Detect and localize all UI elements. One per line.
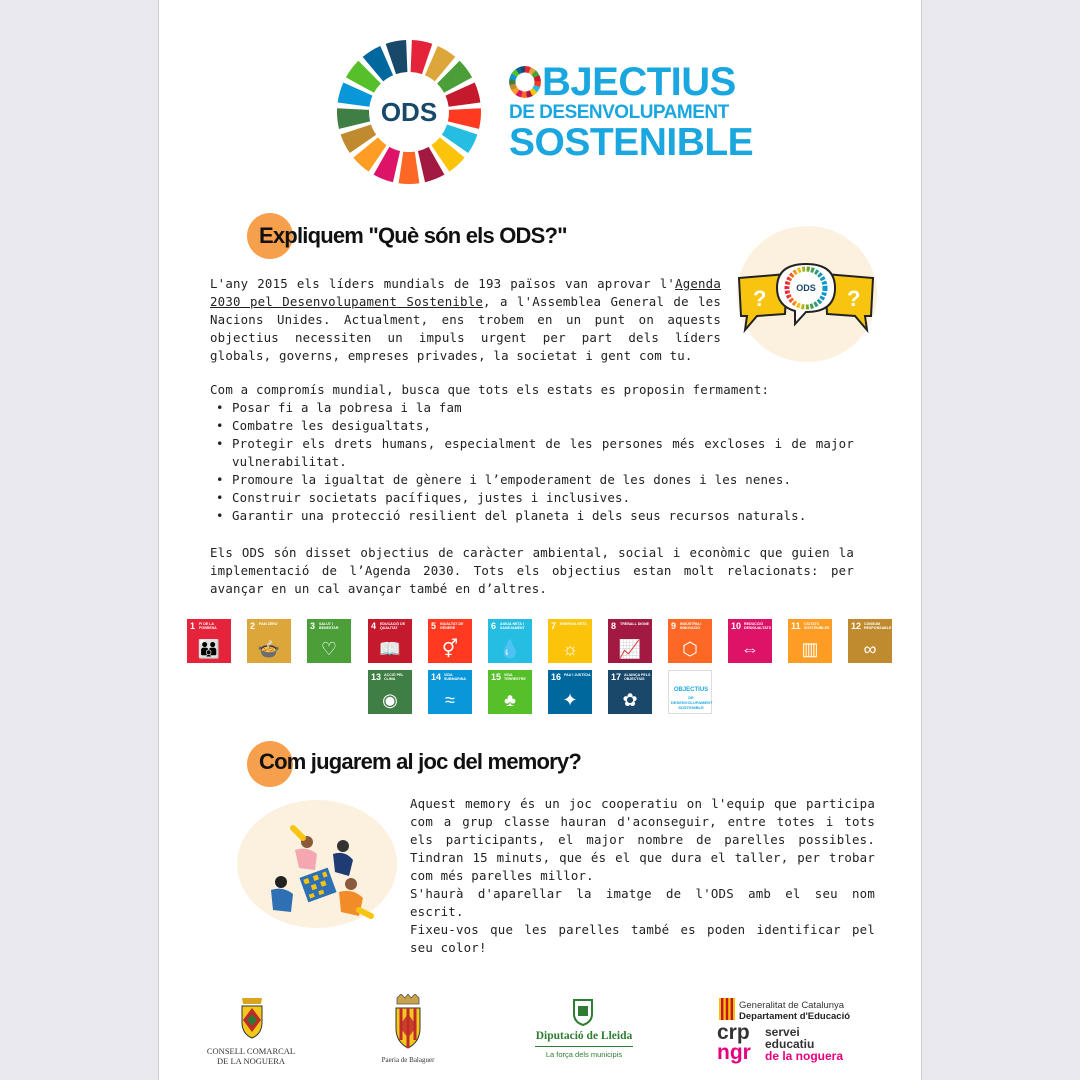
ods-ring-icon <box>509 66 541 98</box>
sdg-tile-icon: ∞ <box>863 639 877 659</box>
servei-line-2: educatiu <box>765 1037 815 1051</box>
paeria-balaguer-logo <box>373 994 443 1070</box>
sdg-tile-icon: ⚥ <box>441 639 459 659</box>
generalitat-crp-logo <box>715 998 885 1068</box>
sdg-tile-1: 1 FI DE LA POBRESA 👪 <box>187 619 231 663</box>
sdg-tile-14: 14 VIDA SUBMARINA ≈ <box>428 670 472 714</box>
section2-heading: Com jugarem al joc del memory? <box>259 749 581 774</box>
list-item: • Promoure la igualtat de gènere i l’empoderament de les dones i les nenes. <box>210 471 854 489</box>
sdg-tile-icon: 👪 <box>197 639 221 659</box>
servei-line-1: servei <box>765 1025 800 1039</box>
ods-wheel-label: ODS <box>380 97 438 127</box>
sdg-tile-icon: ☼ <box>561 639 579 659</box>
speech-bubbles-illustration <box>735 258 877 338</box>
consell-line-1: CONSELL COMARCAL <box>206 1046 296 1056</box>
list-item: • Construir societats pacífiques, justes i inclusives. <box>210 489 854 507</box>
diputacio-shield-icon <box>572 998 594 1026</box>
sdg-tile-icon: ◉ <box>382 690 398 710</box>
ods-title <box>509 60 754 164</box>
title-line-2: DE DESENVOLUPAMENT <box>509 102 729 123</box>
sdg-tile-icon: ▥ <box>801 639 819 659</box>
diputacio-tagline: La força dels municipis <box>545 1050 623 1059</box>
section2-paragraph-1: Aquest memory és un joc cooperatiu on l'equip que participa com a grup classe hauran d'aconseguir, entre totes i tots els participants, el major nombre de parelles possibles. Tindran 15 minuts, que és el que dura el taller, per trobar com més parelles millor. <box>410 796 875 883</box>
consell-shield-icon <box>239 996 265 1040</box>
section1-paragraph-1: L'any 2015 els líders mundials de 193 països van aprovar l'Agenda 2030 pel Desenvolupament Sostenible, a l'Assemblea General de les Nacions Unides. Actualment, ens trobem en un punt on aquests objectius necessiten un impuls urgent per part dels líders globals, governs, empreses privades, la societat i gent com tu. <box>210 276 722 363</box>
crp-text: crp <box>717 1021 750 1044</box>
ods-wheel-segment <box>337 108 370 129</box>
diputacio-lleida-logo <box>527 998 641 1064</box>
section2-paragraph-2: S'haurà d'aparellar la imatge de l'ODS amb el seu nom escrit. <box>410 886 875 919</box>
sdg-tile-17: 17 ALIANÇA PELS OBJECTIUS ✿ <box>608 670 652 714</box>
section1-heading: Expliquem "Què són els ODS?" <box>259 223 567 248</box>
list-item: • Combatre les desigualtats, <box>210 417 854 435</box>
section2-text <box>410 795 875 957</box>
sdg-tile-icon: ♡ <box>320 639 338 659</box>
sdg-tile-9: 9 INDÚSTRIA I INNOVACIÓ ⬡ <box>668 619 712 663</box>
list-item: • Protegir els drets humans, especialment de les persones més excloses i de major vulnerabilitat. <box>210 435 854 471</box>
title-line-3: SOSTENIBLE <box>509 121 754 164</box>
sdg-tile-icon: 📈 <box>618 639 642 659</box>
sdg-tile-4: 4 EDUCACIÓ DE QUALITAT 📖 <box>368 619 412 663</box>
paeria-shield-icon <box>393 994 423 1050</box>
diputacio-name: Diputació de Lleida <box>535 1030 633 1042</box>
sdg-tile-ods: OBJECTIUS DE DESENVOLUPAMENT SOSTENIBLE <box>668 670 712 714</box>
agenda-2030-link[interactable]: Agenda 2030 pel Desenvolupament Sostenible <box>210 276 721 309</box>
people-playing-illustration <box>259 820 377 924</box>
sdg-tile-icon: ≈ <box>445 690 455 710</box>
sdg-tile-2: 2 FAM ZERO 🍲 <box>247 619 291 663</box>
list-item: • Posar fi a la pobresa i la fam <box>210 399 854 417</box>
sdg-tile-16: 16 PAU I JUSTÍCIA ✦ <box>548 670 592 714</box>
sdg-tile-6: 6 AIGUA NETA I SANEJAMENT 💧 <box>488 619 532 663</box>
svg-text:?: ? <box>847 286 861 311</box>
section2-paragraph-3: Fixeu-vos que les parelles també es poden identificar pel seu color! <box>410 922 875 955</box>
sdg-tile-7: 7 ENERGIA NETA ☼ <box>548 619 592 663</box>
ngr-text: ngr <box>717 1041 751 1064</box>
title-line-1: BJECTIUS <box>542 60 736 104</box>
departament-label: Departament d'Educació <box>739 1011 851 1022</box>
commitments-list <box>210 399 854 525</box>
consell-line-2: DE LA NOGUERA <box>217 1056 285 1066</box>
illustration-label: ODS <box>796 283 816 293</box>
ods-wheel-segment <box>448 108 481 129</box>
sdg-tile-icon: ♣ <box>504 690 516 710</box>
commitments-intro: Com a compromís mundial, busca que tots els estats es proposin fermament: <box>210 382 770 397</box>
sdg-tile-3: 3 SALUT I BENESTAR ♡ <box>307 619 351 663</box>
servei-line-3: de la noguera <box>765 1049 844 1063</box>
list-item: • Garantir una protecció resilient del planeta i dels seus recursos naturals. <box>210 507 854 525</box>
sdg-tile-11: 11 CIUTATS SOSTENIBLES ▥ <box>788 619 832 663</box>
section1-paragraph-3: Els ODS són disset objectius de caràcter ambiental, social i econòmic que guien la implementació de l’Agenda 2030. Tots els objectius estan molt relacionats: per avançar en un cal avançar també en d’altres. <box>210 545 854 596</box>
svg-text:?: ? <box>753 286 767 311</box>
sdg-tile-10: 10 REDUCCIÓ DESIGUALTATS ⇔ <box>728 619 772 663</box>
sdg-tile-15: 15 VIDA TERRESTRE ♣ <box>488 670 532 714</box>
sdg-tile-icon: 💧 <box>498 639 522 659</box>
paeria-label: Paeria de Balaguer <box>381 1056 435 1064</box>
senyera-icon <box>719 998 735 1020</box>
sdg-tile-12: 12 CONSUM RESPONSABLE ∞ <box>848 619 892 663</box>
document-page <box>158 0 922 1080</box>
sdg-tile-icon: ⇔ <box>741 639 759 659</box>
sdg-tile-8: 8 TREBALL DIGNE 📈 <box>608 619 652 663</box>
sdg-tile-icon: ✦ <box>562 690 578 710</box>
consell-comarcal-logo <box>199 996 303 1070</box>
sdg-tile-13: 13 ACCIÓ PEL CLIMA ◉ <box>368 670 412 714</box>
ods-wheel-logo <box>334 37 484 187</box>
sdg-tile-icon: 🍲 <box>257 639 281 659</box>
sdg-tile-icon: ✿ <box>622 690 638 710</box>
sdg-tile-icon: 📖 <box>378 639 402 659</box>
ods-wheel-segment <box>399 152 420 184</box>
sdg-tile-5: 5 IGUALTAT DE GÈNERE ⚥ <box>428 619 472 663</box>
section1-commitments <box>210 381 854 525</box>
generalitat-label: Generalitat de Catalunya <box>739 1000 845 1011</box>
sdg-tile-icon: ⬡ <box>682 639 698 659</box>
